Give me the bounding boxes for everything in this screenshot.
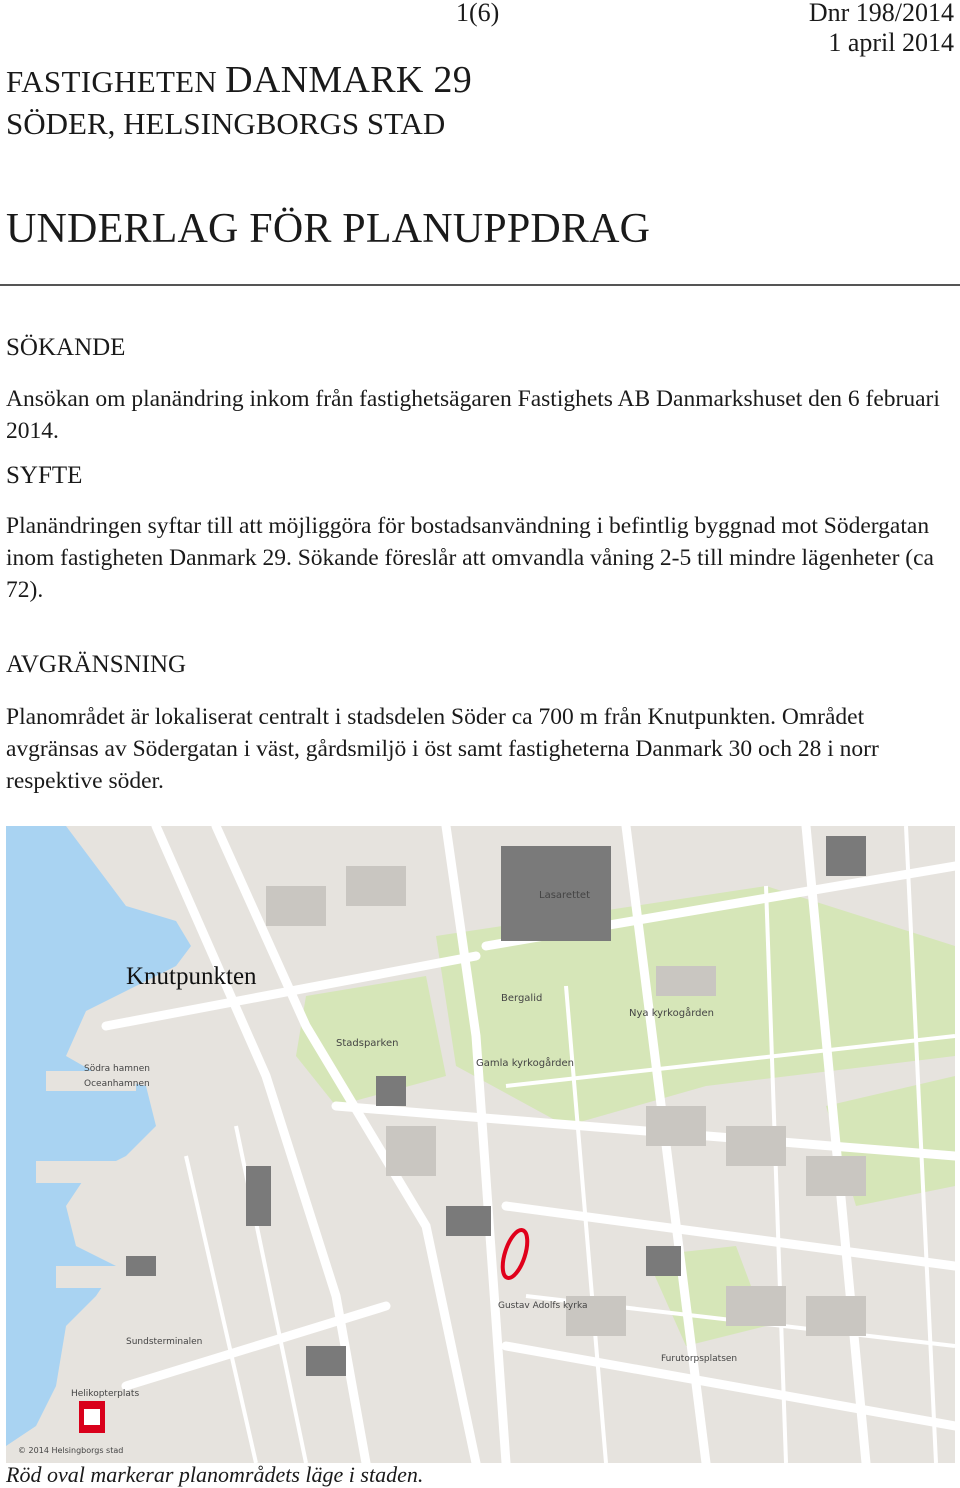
- map-label-lasarettet: Lasarettet: [539, 890, 590, 901]
- heading-syfte: SYFTE: [6, 462, 83, 489]
- paragraph-avgransning: Planområdet är lokaliserat centralt i stadsdelen Söder ca 700 m från Knutpunkten. Området avgränsas av Södergatan i väst, gårdsmiljö i öst samt fastigheterna Danmark 30 och 28 i norr respektive söder.: [6, 704, 879, 794]
- map-caption: Röd oval markerar planområdets läge i staden.: [6, 1462, 424, 1487]
- map-label-oceanhamnen: Oceanhamnen: [84, 1079, 150, 1089]
- map-pier: [36, 1161, 121, 1183]
- map-label-knutpunkten: Knutpunkten: [126, 963, 257, 990]
- dnr-number: Dnr 198/2014: [808, 0, 954, 27]
- map-label-sundsterminalen: Sundsterminalen: [126, 1337, 203, 1347]
- map-graphic: [6, 826, 955, 1463]
- paragraph-sokande: Ansökan om planändring inkom från fastighetsägaren Fastighets AB Danmarkshuset den 6 februari 2014.: [6, 386, 940, 444]
- map-label-helikopterplats: Helikopterplats: [71, 1389, 140, 1399]
- helsingborg-coat-of-arms: [79, 1401, 105, 1433]
- map-label-gustav-adolfs-kyrka: Gustav Adolfs kyrka: [498, 1301, 588, 1311]
- map-label-furutorpsplatsen: Furutorpsplatsen: [661, 1354, 738, 1364]
- map-label-nya-kyrkogarden: Nya kyrkogården: [629, 1008, 714, 1019]
- map-label-gamla-kyrkogarden: Gamla kyrkogården: [476, 1058, 574, 1069]
- heading-sokande: SÖKANDE: [6, 334, 126, 361]
- page-number: 1(6): [456, 0, 500, 27]
- location-map: [6, 826, 955, 1463]
- map-pier: [56, 1266, 126, 1288]
- heading-avgransning: AVGRÄNSNING: [6, 651, 187, 678]
- map-copyright: © 2014 Helsingborgs stad: [18, 1446, 124, 1455]
- map-label-sodra-hamnen: Södra hamnen: [84, 1064, 150, 1074]
- map-label-stadsparken: Stadsparken: [336, 1038, 399, 1049]
- document-title: UNDERLAG FÖR PLANUPPDRAG: [6, 206, 651, 252]
- paragraph-syfte: Planändringen syftar till att möjliggöra för bostadsanvändning i befintlig byggnad mot Södergatan inom fastigheten Danmark 29. Sökande föreslår att omvandla våning 2-5 till mindre lägenheter (ca 72).: [6, 513, 934, 603]
- property-name: DANMARK 29: [225, 59, 473, 101]
- property-title-prefix: FASTIGHETEN: [6, 64, 226, 99]
- map-label-bergalid: Bergalid: [501, 993, 543, 1004]
- property-location: SÖDER, HELSINGBORGS STAD: [6, 106, 446, 141]
- document-date: 1 april 2014: [828, 28, 954, 57]
- property-title: [6, 58, 472, 102]
- title-divider: [0, 284, 960, 286]
